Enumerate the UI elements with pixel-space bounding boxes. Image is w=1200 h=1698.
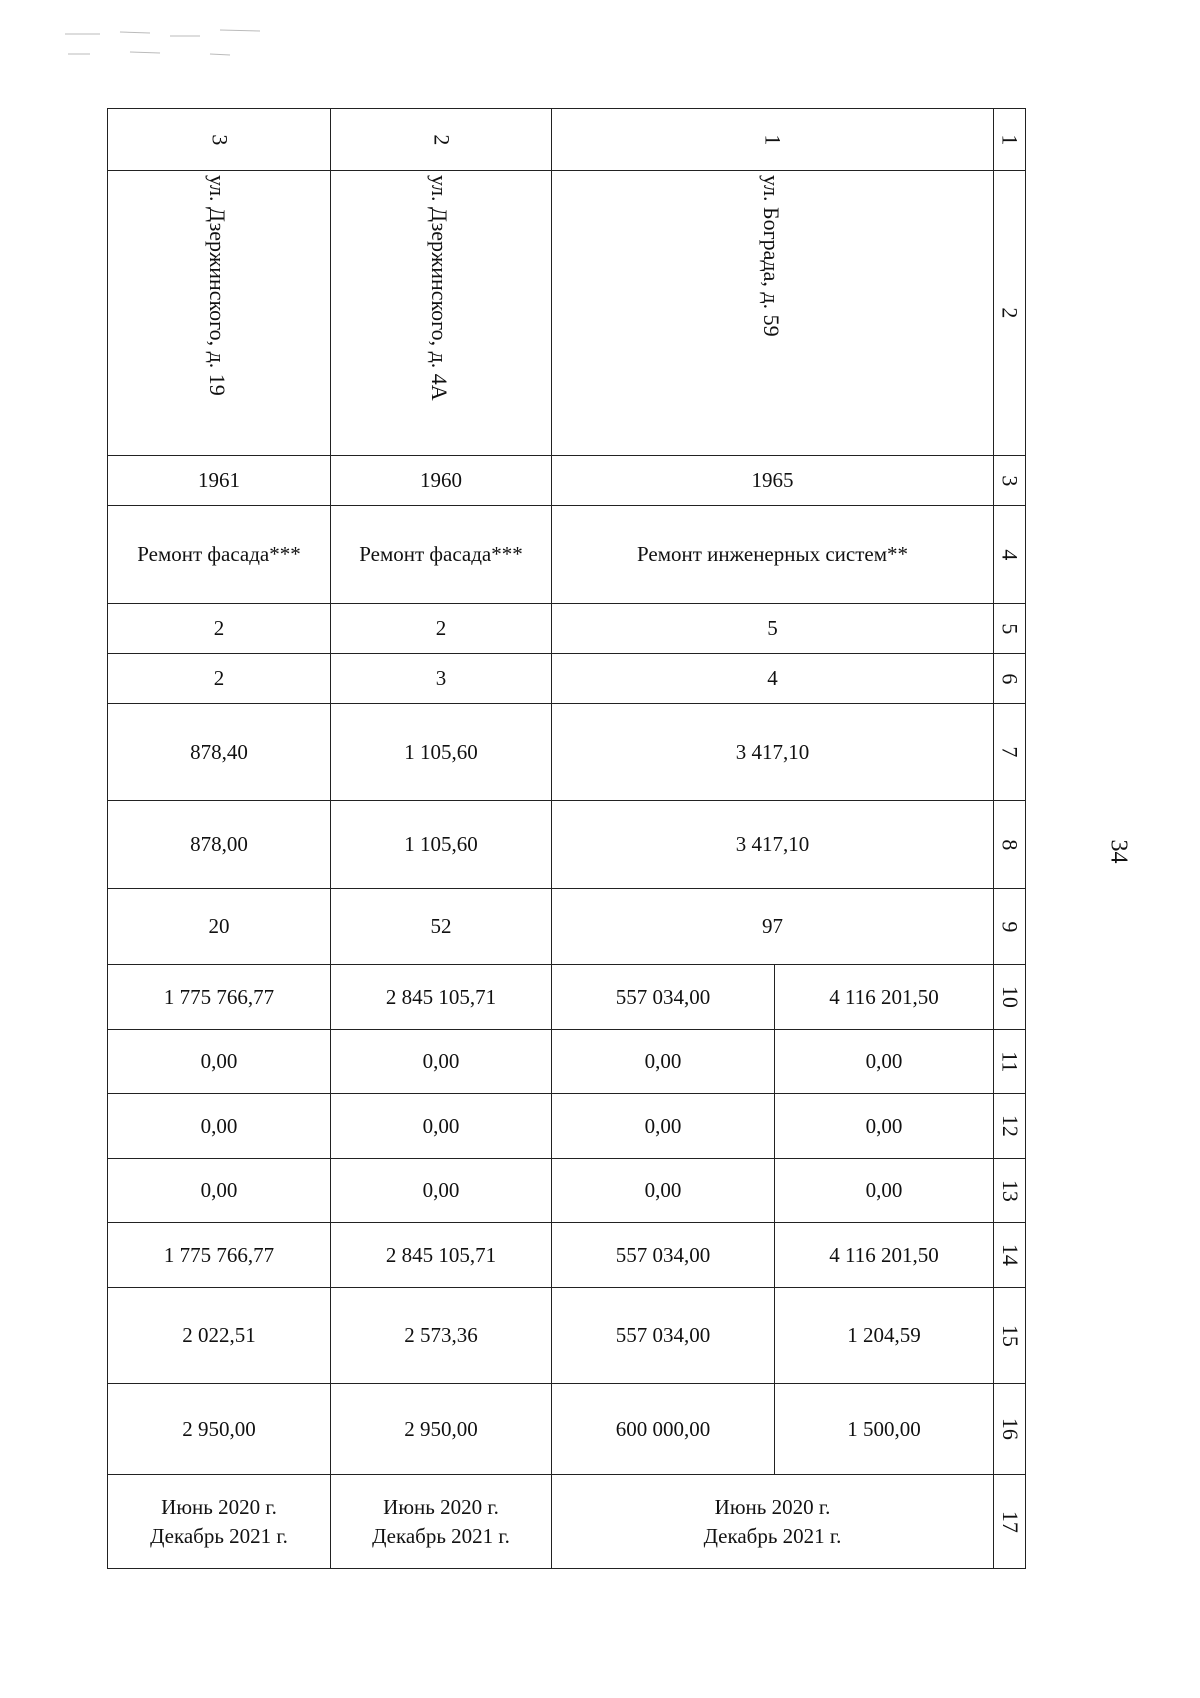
- period-start: Июнь 2020 г.: [383, 1495, 499, 1520]
- column-number-cell: 17: [994, 1475, 1026, 1569]
- record-number-cell: 2: [331, 109, 552, 171]
- table-row: [108, 801, 1026, 889]
- value-cell: 0,00: [552, 1159, 775, 1223]
- value-cell: 878,00: [108, 801, 331, 889]
- table-row: [108, 506, 1026, 604]
- period-end: Декабрь 2021 г.: [703, 1523, 842, 1548]
- column-number-cell: 9: [994, 889, 1026, 965]
- value-cell: 2: [108, 604, 331, 654]
- table-row: [108, 109, 1026, 171]
- value-cell: 3 417,10: [552, 704, 994, 801]
- column-number-cell: 7: [994, 704, 1026, 801]
- period-start: Июнь 2020 г.: [714, 1495, 831, 1520]
- value-cell: 20: [108, 889, 331, 965]
- column-number-cell: 3: [994, 456, 1026, 506]
- page-number: 34: [1105, 839, 1132, 864]
- column-number-cell: 2: [994, 171, 1026, 456]
- column-number-cell: 13: [994, 1159, 1026, 1223]
- table-row: [108, 1475, 1026, 1569]
- value-cell: 1 204,59: [775, 1288, 994, 1384]
- value-cell: 4: [552, 654, 994, 704]
- rotated-data-table: [107, 108, 1026, 1569]
- value-cell: 2: [331, 604, 552, 654]
- table-row: [108, 1030, 1026, 1094]
- address-cell: ул. Дзержинского, д. 4А: [331, 171, 552, 456]
- value-cell: 2 845 105,71: [331, 965, 552, 1030]
- period-cell: [331, 1475, 552, 1569]
- value-cell: 52: [331, 889, 552, 965]
- period-end: Декабрь 2021 г.: [150, 1523, 288, 1548]
- scan-artifact: [60, 24, 280, 84]
- period-cell: [552, 1475, 994, 1569]
- value-cell: 2 950,00: [331, 1384, 552, 1475]
- year-cell: 1960: [331, 456, 552, 506]
- value-cell: 0,00: [775, 1159, 994, 1223]
- value-cell: 2: [108, 654, 331, 704]
- value-cell: 0,00: [775, 1030, 994, 1094]
- column-number-cell: 14: [994, 1223, 1026, 1288]
- record-number-cell: 1: [552, 109, 994, 171]
- address-cell: ул. Дзержинского, д. 19: [108, 171, 331, 456]
- value-cell: 600 000,00: [552, 1384, 775, 1475]
- value-cell: 4 116 201,50: [775, 1223, 994, 1288]
- table-row: [108, 1384, 1026, 1475]
- period-start: Июнь 2020 г.: [161, 1495, 277, 1520]
- year-cell: 1961: [108, 456, 331, 506]
- value-cell: 2 022,51: [108, 1288, 331, 1384]
- column-number-cell: 4: [994, 506, 1026, 604]
- value-cell: 1 775 766,77: [108, 965, 331, 1030]
- table-row: [108, 1159, 1026, 1223]
- value-cell: 0,00: [108, 1094, 331, 1159]
- value-cell: 0,00: [552, 1030, 775, 1094]
- value-cell: 0,00: [775, 1094, 994, 1159]
- table-row: [108, 1288, 1026, 1384]
- table-row: [108, 604, 1026, 654]
- value-cell: 2 573,36: [331, 1288, 552, 1384]
- column-number-cell: 1: [994, 109, 1026, 171]
- table-row: [108, 1223, 1026, 1288]
- column-number-cell: 11: [994, 1030, 1026, 1094]
- work-type-cell: Ремонт фасада***: [108, 506, 331, 604]
- value-cell: 1 105,60: [331, 704, 552, 801]
- address-cell: ул. Бограда, д. 59: [552, 171, 994, 456]
- period-cell: [108, 1475, 331, 1569]
- table-row: [108, 889, 1026, 965]
- value-cell: 1 105,60: [331, 801, 552, 889]
- value-cell: 97: [552, 889, 994, 965]
- work-type-cell: Ремонт инженерных систем**: [552, 506, 994, 604]
- value-cell: 4 116 201,50: [775, 965, 994, 1030]
- value-cell: 557 034,00: [552, 1288, 775, 1384]
- value-cell: 0,00: [331, 1030, 552, 1094]
- table-row: [108, 965, 1026, 1030]
- table-row: [108, 654, 1026, 704]
- value-cell: 2 845 105,71: [331, 1223, 552, 1288]
- value-cell: 0,00: [108, 1030, 331, 1094]
- record-number-cell: 3: [108, 109, 331, 171]
- work-type-cell: Ремонт фасада***: [331, 506, 552, 604]
- table-row: [108, 456, 1026, 506]
- value-cell: 1 500,00: [775, 1384, 994, 1475]
- table-row: [108, 704, 1026, 801]
- table-row: [108, 171, 1026, 456]
- column-number-cell: 8: [994, 801, 1026, 889]
- value-cell: 5: [552, 604, 994, 654]
- value-cell: 0,00: [331, 1159, 552, 1223]
- value-cell: 557 034,00: [552, 1223, 775, 1288]
- value-cell: 0,00: [108, 1159, 331, 1223]
- column-number-cell: 16: [994, 1384, 1026, 1475]
- column-number-cell: 15: [994, 1288, 1026, 1384]
- table-row: [108, 1094, 1026, 1159]
- value-cell: 0,00: [331, 1094, 552, 1159]
- value-cell: 3 417,10: [552, 801, 994, 889]
- value-cell: 1 775 766,77: [108, 1223, 331, 1288]
- column-number-cell: 5: [994, 604, 1026, 654]
- value-cell: 557 034,00: [552, 965, 775, 1030]
- value-cell: 3: [331, 654, 552, 704]
- column-number-cell: 12: [994, 1094, 1026, 1159]
- value-cell: 0,00: [552, 1094, 775, 1159]
- value-cell: 2 950,00: [108, 1384, 331, 1475]
- column-number-cell: 10: [994, 965, 1026, 1030]
- period-end: Декабрь 2021 г.: [372, 1523, 510, 1548]
- year-cell: 1965: [552, 456, 994, 506]
- value-cell: 878,40: [108, 704, 331, 801]
- column-number-cell: 6: [994, 654, 1026, 704]
